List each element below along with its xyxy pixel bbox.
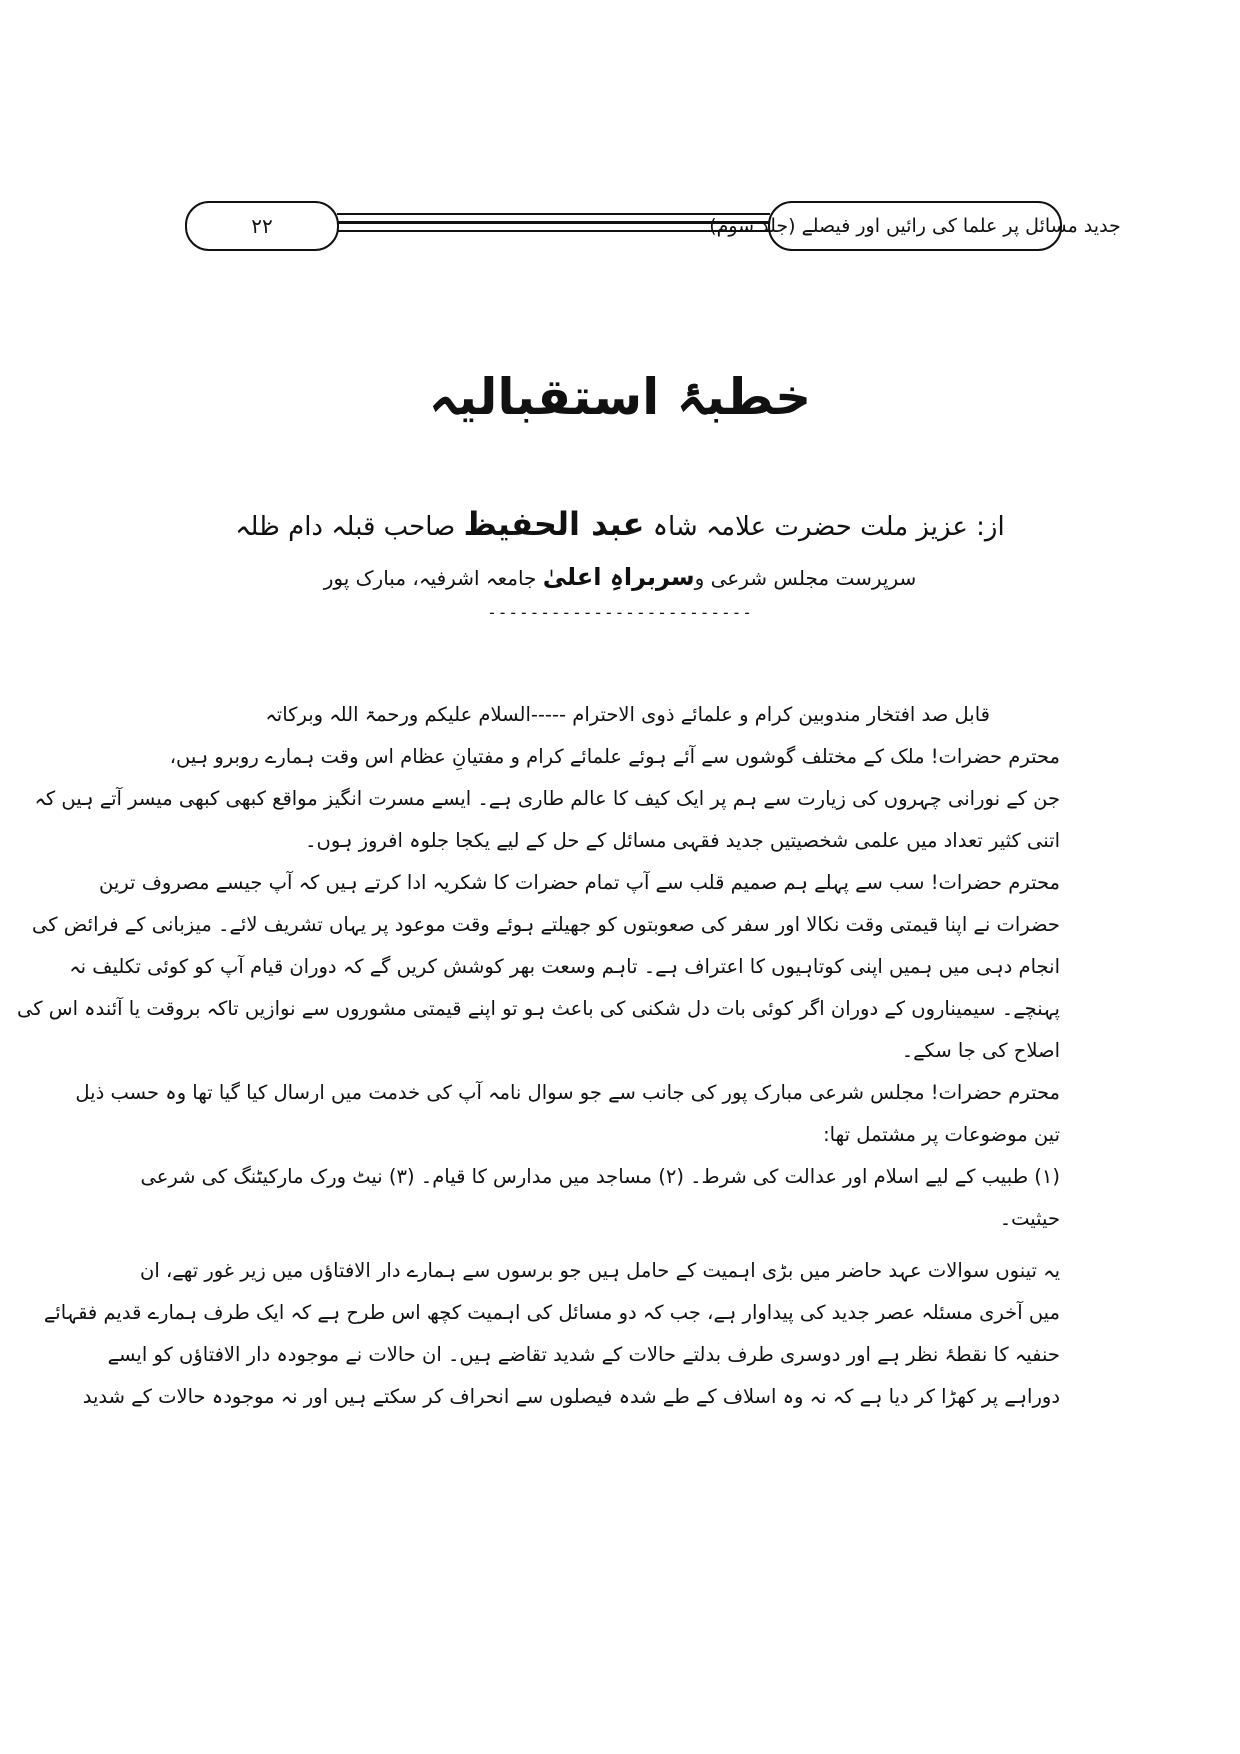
page-title: خطبۂ استقبالیہ (428, 368, 812, 426)
text-line: تین موضوعات پر مشتمل تھا: (823, 1123, 1060, 1146)
header-rule (337, 213, 770, 215)
divider: ------------------------- (487, 603, 753, 622)
position-title: سربراہِ اعلیٰ (542, 563, 695, 591)
text-line: انجام دہی میں ہمیں اپنی کوتاہیوں کا اعتراف ہے۔ تاہم وسعت بھر کوشش کریں گے کہ دوران قیام آپ کو کوئی تکلیف نہ (69, 955, 1060, 978)
header-rule (337, 230, 770, 232)
page-number: ۲۲ (185, 201, 339, 251)
text-line: دوراہے پر کھڑا کر دیا ہے کہ نہ وہ اسلاف کے طے شدہ فیصلوں سے انحراف کر سکتے ہیں اور نہ موجودہ حالات کے شدید (82, 1385, 1060, 1408)
position-prefix: سرپرست مجلس شرعی و (694, 566, 917, 590)
text-line: پہنچے۔ سیمیناروں کے دوران اگر کوئی بات دل شکنی کی باعث ہو تو اپنے قیمتی مشوروں سے نوازیں تاکہ بروقت یا آئندہ اس کی (17, 997, 1060, 1020)
author-line (0, 505, 1240, 543)
salutation-line: قابل صد افتخار مندوبین کرام و علمائے ذوی الاحترام -----السلام علیکم ورحمۃ اللہ وبرکاتہ (265, 703, 990, 726)
text-line: محترم حضرات! مجلس شرعی مبارک پور کی جانب سے جو سوال نامہ آپ کی خدمت میں ارسال کیا گیا تھا وہ حسب ذیل (75, 1081, 1060, 1104)
author-name: عبد الحفیظ (463, 505, 645, 543)
header-rule (337, 221, 770, 224)
text-line: میں آخری مسئلہ عصر جدید کی پیداوار ہے، جب کہ دو مسائل کی اہمیت کچھ اس طرح ہے کہ ایک طرف ہمارے قدیم فقہائے (43, 1301, 1060, 1324)
text-line: اصلاح کی جا سکے۔ (901, 1039, 1060, 1062)
text-line: حنفیہ کا نقطۂ نظر ہے اور دوسری طرف بدلتے حالات کے شدید تقاضے ہیں۔ ان حالات نے موجودہ دار الافتاؤں کو ایسے (107, 1343, 1060, 1366)
text-line: (۱) طبیب کے لیے اسلام اور عدالت کی شرط۔ (۲) مساجد میں مدارس کا قیام۔ (۳) نیٹ ورک مارکیٹنگ کی شرعی (140, 1165, 1060, 1188)
author-position (0, 563, 1240, 591)
text-line: حضرات نے اپنا قیمتی وقت نکالا اور سفر کی صعوبتوں کو جھیلتے ہوئے وقت موعود پر یہاں تشریف لائے۔ میزبانی کے فرائض کی (32, 913, 1060, 936)
author-suffix: صاحب قبلہ دام ظلہ (235, 512, 456, 542)
running-header-title: جدید مسائل پر علما کی رائیں اور فیصلے (جلد سوم) (768, 201, 1062, 251)
text-line: محترم حضرات! ملک کے مختلف گوشوں سے آئے ہوئے علمائے کرام و مفتیانِ عظام اس وقت ہمارے روبرو ہیں، (169, 745, 1060, 768)
author-prefix: از: عزیز ملت حضرت علامہ شاہ (652, 512, 1005, 542)
text-line: اتنی کثیر تعداد میں علمی شخصیتیں جدید فقہی مسائل کے حل کے لیے یکجا جلوہ افروز ہوں۔ (305, 829, 1060, 852)
text-line: محترم حضرات! سب سے پہلے ہم صمیم قلب سے آپ تمام حضرات کا شکریہ ادا کرتے ہیں کہ آپ جیسے مصروف ترین (99, 871, 1060, 894)
text-line: یہ تینوں سوالات عہد حاضر میں بڑی اہمیت کے حامل ہیں جو برسوں سے ہمارے دار الافتاؤں میں زیر غور تھے، ان (140, 1259, 1060, 1282)
text-line: حیثیت۔ (999, 1207, 1060, 1230)
body-text (17, 694, 1060, 1418)
text-line: جن کے نورانی چہروں کی زیارت سے ہم پر ایک کیف کا عالم طاری ہے۔ ایسے مسرت انگیز مواقع کبھی کبھی میسر آتے ہیں کہ (34, 787, 1060, 810)
position-suffix: جامعہ اشرفیہ، مبارک پور (323, 566, 537, 590)
